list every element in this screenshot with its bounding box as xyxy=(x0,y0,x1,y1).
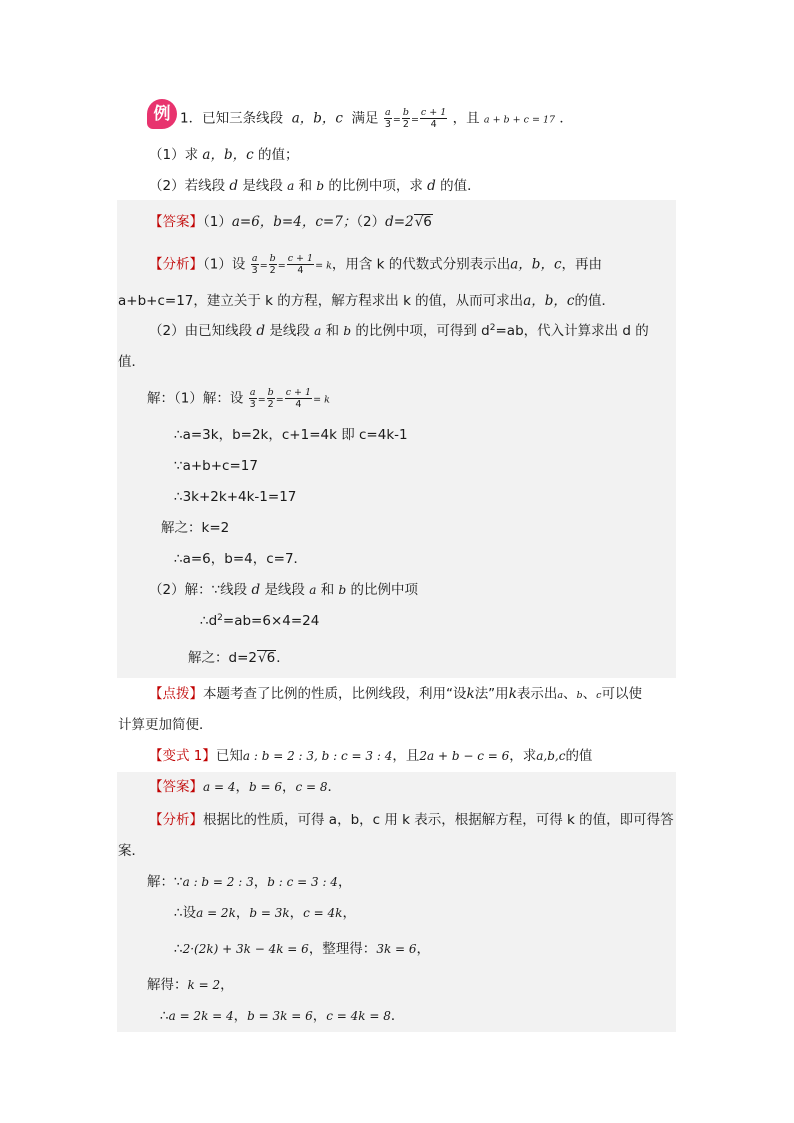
solution2-line-2: ∴设a = 2k，b = 3k，c = 4k， xyxy=(174,905,356,921)
fraction-b-2: $\frac{b}{2}$ xyxy=(402,107,409,130)
sqrt-symbol: √6 xyxy=(414,214,432,230)
question-part-2: （2）若线段 d 是线段 a 和 b 的比例中项，求 d 的值． xyxy=(149,178,481,194)
solution-line-1: 解：（1）解：设 $\frac{a}{3}$ = $\frac{b}{2}$ = $\frac{c + 1}{4}$ = k xyxy=(147,387,330,410)
solution-line-2: ∴a=3k，b=2k，c+1=4k 即 c=4k-1 xyxy=(174,427,408,443)
solution-line-5: 解之：k=2 xyxy=(161,520,230,536)
satisfy-word: 满足 xyxy=(351,110,379,127)
question-line: 1．已知三条线段 a，b，c 满足 $\frac{a}{3}$ = $\frac{b}{2}$ = $\frac{c + 1}{4}$ ，且 a + b + c = 17 ． xyxy=(180,107,573,130)
analysis2-line-2: 案． xyxy=(118,843,145,859)
solution-line-9: 解之：d=2√6． xyxy=(188,650,290,666)
analysis-line-1: 【分析】（1）设 $\frac{a}{3}$ = $\frac{b}{2}$ = $\frac{c + 1}{4}$ = k，用含 k 的代数式分别表示出a，b，c，再由 xyxy=(149,253,603,276)
solution-line-8: $\therefore d^2=ab=6\times 4=24$ xyxy=(200,613,320,629)
vars-abc: a，b，c xyxy=(291,110,343,127)
fraction-a-3: $\frac{a}{3}$ xyxy=(384,107,391,130)
sum-equation: a + b + c = 17 xyxy=(483,114,556,126)
and-word: ，且 xyxy=(452,110,480,127)
fraction-c1-4: $\frac{c + 1}{4}$ xyxy=(420,107,447,130)
tip-line-2: 计算更加简便． xyxy=(118,717,213,733)
solution-line-6: ∴a=6，b=4，c=7． xyxy=(174,551,308,567)
solution-line-7: （2）解：∵线段 d 是线段 a 和 b 的比例中项 xyxy=(149,582,418,598)
variant-line: 【变式 1】已知a : b = 2 : 3, b : c = 3 : 4，且2a + b − c = 6，求a,b,c的值 xyxy=(149,748,593,764)
analysis-line-2: a+b+c=17，建立关于 k 的方程，解方程求出 k 的值，从而可求出a，b，c的值． xyxy=(118,293,615,309)
solution-line-3: ∵a+b+c=17 xyxy=(174,458,258,474)
solution2-line-3: ∴2·(2k) + 3k − 4k = 6，整理得：3k = 6， xyxy=(174,941,431,957)
answer-line-2: 【答案】a = 4，b = 6，c = 8． xyxy=(149,779,342,795)
solution-line-4: ∴3k+2k+4k-1=17 xyxy=(174,489,297,505)
tip-line-1: 【点拨】本题考查了比例的性质，比例线段，利用“设k法”用k表示出a、b、c可以使 xyxy=(149,686,642,702)
analysis-line-4: 值． xyxy=(118,354,145,370)
question-intro: 已知三条线段 xyxy=(202,110,284,127)
example-badge: 例 xyxy=(147,99,177,129)
solution2-line-4: 解得：k = 2， xyxy=(147,977,234,993)
solution2-line-5: ∴a = 2k = 4，b = 3k = 6，c = 4k = 8． xyxy=(160,1008,405,1024)
question-part-1: （1）求 a，b，c 的值； xyxy=(149,147,299,163)
analysis-line-3: （2）由已知线段 d 是线段 a 和 b 的比例中项，可得到 $d^2=ab$，代入计算求出 d 的 xyxy=(149,323,649,339)
question-number: 1． xyxy=(180,110,203,127)
analysis2-line-1: 【分析】根据比的性质，可得 a，b，c 用 k 表示，根据解方程，可得 k 的值，即可得答 xyxy=(149,812,674,828)
solution2-line-1: 解：∵a : b = 2 : 3，b : c = 3 : 4， xyxy=(147,874,352,890)
answer-line-1: 【答案】（1）a=6，b=4，c=7；（2）d=2√6 xyxy=(149,214,432,230)
